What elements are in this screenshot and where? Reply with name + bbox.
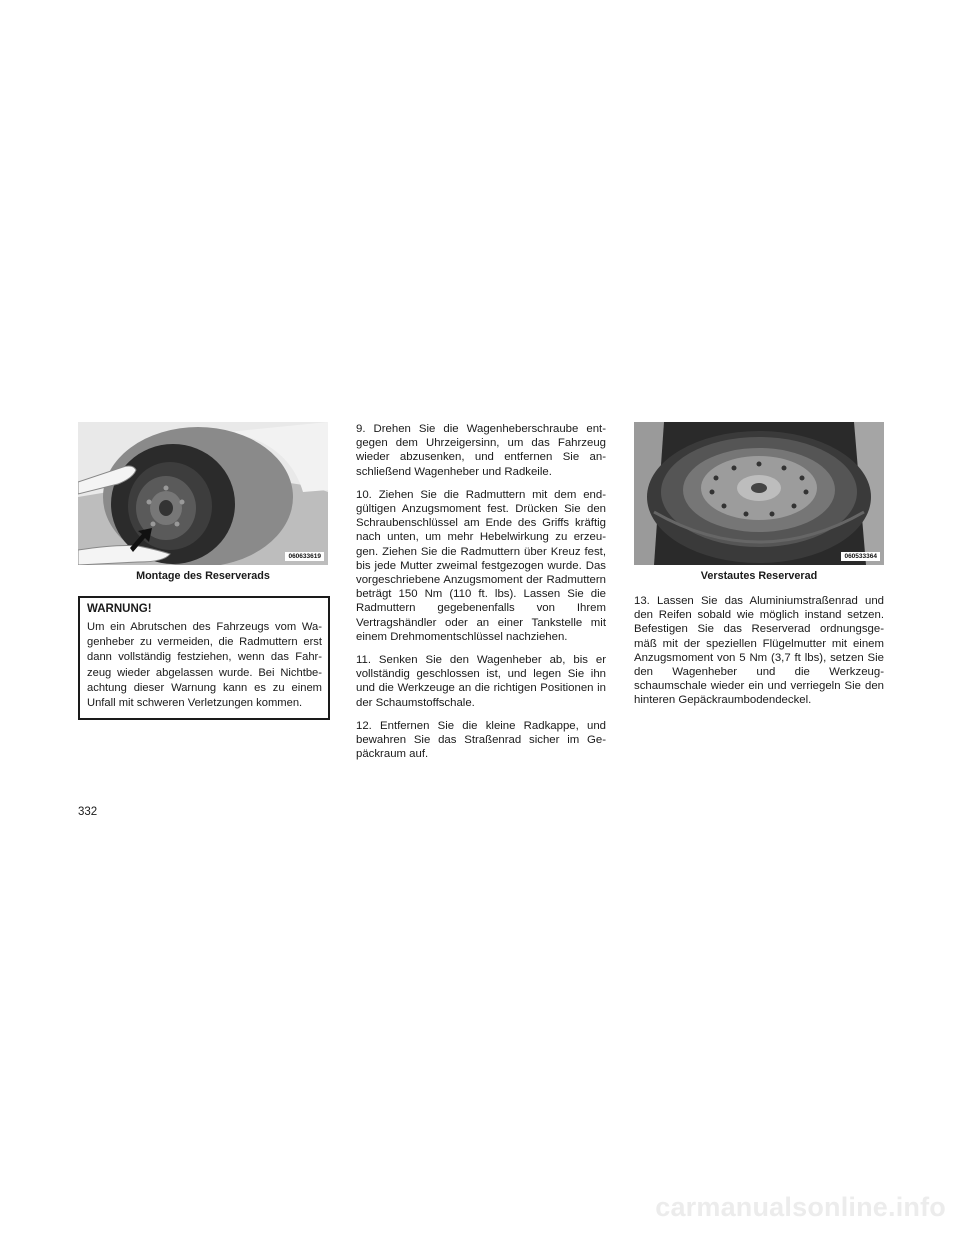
step-12: 12. Entfernen Sie die kleine Radkappe, und bewahren Sie das Straßenrad sicher im Ge- päckraum auf. (356, 719, 606, 761)
figure-code: 060633619 (285, 552, 324, 561)
figure-code: 060533364 (841, 552, 880, 561)
right-column (634, 422, 884, 717)
stowed-spare-wheel-image (634, 422, 884, 565)
middle-column (356, 422, 606, 770)
step-10: 10. Ziehen Sie die Radmuttern mit dem end- gültigen Anzugsmoment fest. Drücken Sie den Schraubenschlüssel am Ende des Griffs kräftig nach unten, um mehr Hebelwirkung zu erzeu- gen. Ziehen Sie die Radmuttern über Kreuz fest, bis jede Mutter zweimal festgezogen wurde. Das vorgeschriebene Anzugsmoment der Radmuttern beträgt 150 Nm (110 ft. lbs). Lassen Sie die Radmuttern gegebenenfalls von Ihrem Vertragshändler oder an einer Tankstelle mit einem Drehmomentschlüssel nachziehen. (356, 488, 606, 643)
page-number: 332 (78, 806, 98, 818)
stowed-spare-wheel-illustration (634, 422, 884, 565)
figure-caption: Montage des Reserverads (136, 570, 270, 582)
footer-watermark[interactable]: carmanualsonline.info (655, 1192, 946, 1222)
spare-wheel-mounting-image (78, 422, 328, 565)
spare-wheel-mounting-illustration (78, 422, 328, 565)
step-11: 11. Senken Sie den Wagenheber ab, bis er vollständig geschlossen ist, und legen Sie ihn und die Werkzeuge an die richtigen Positionen in der Schaumstoffschale. (356, 654, 606, 709)
warning-box (78, 596, 330, 720)
warning-title: WARNUNG! (87, 603, 152, 615)
warning-text: Um ein Abrutschen des Fahrzeugs vom Wa- genheber zu vermeiden, die Radmuttern erst dann vollständig festziehen, wenn das Fahr- zeug wieder abgelassen wurde. Bei Nichtbe- achtung dieser Warnung kann es zu einem Unfall mit schweren Verletzungen kommen. (87, 621, 322, 710)
step-9: 9. Drehen Sie die Wagenheberschraube ent- gegen dem Uhrzeigersinn, um das Fahrzeug wieder abzusenken, und entfernen Sie an- schließend Wagenheber und Radkeile. (356, 423, 606, 478)
step-13: 13. Lassen Sie das Aluminiumstraßenrad und den Reifen sobald wie möglich instand setzen. Befestigen Sie das Reserverad ordnungsge- mäß mit der speziellen Flügelmutter mit einem Anzugsmoment von 5 Nm (3,7 ft lbs), setzen Sie den Wagenheber und die Werkzeug- schaumschale wieder ein und verriegeln Sie den hinteren Gepäckraumbodendeckel. (634, 595, 884, 707)
figure-caption: Verstautes Reserverad (700, 570, 818, 582)
footer (0, 1186, 960, 1242)
left-column (78, 422, 328, 720)
